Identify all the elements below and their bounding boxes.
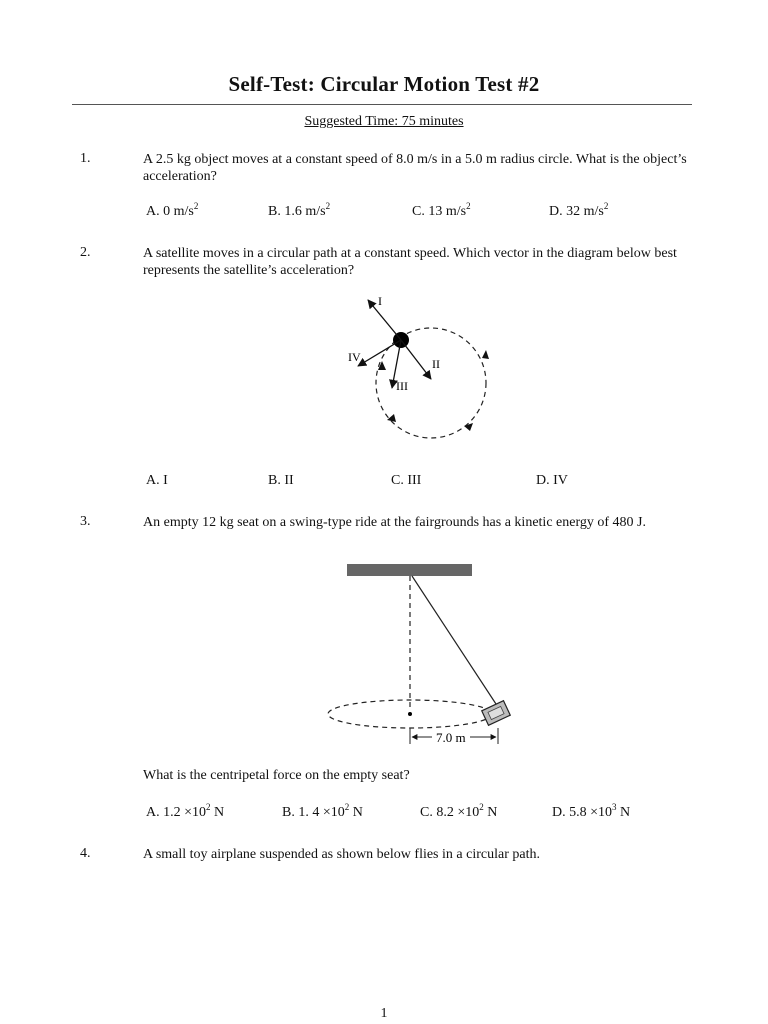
question-3-choice-c: C. $8.2 \times 10^2$ N bbox=[420, 802, 498, 820]
question-3-choice-a: A. $1.2 \times 10^2$ N bbox=[146, 802, 225, 820]
orbit-direction-arrow bbox=[464, 423, 473, 431]
vector-label-iii: III bbox=[396, 379, 408, 393]
title-divider bbox=[72, 104, 692, 105]
question-2-number: 2. bbox=[80, 245, 91, 260]
question-2-text: A satellite moves in a circular path at a constant speed. Which vector in the diagram below best represents the satellite’s acceleration? bbox=[143, 246, 677, 278]
question-2-choice-c: C. III bbox=[391, 473, 422, 488]
question-2-choice-a: A. I bbox=[146, 473, 168, 488]
ride-support-bar bbox=[347, 564, 472, 576]
question-3-number: 3. bbox=[80, 514, 91, 529]
question-4-number: 4. bbox=[80, 846, 91, 861]
vector-label-i: I bbox=[378, 294, 382, 308]
question-1-text: A 2.5 kg object moves at a constant speed of 8.0 m/s in a 5.0 m radius circle. What is the object’s acceleration? bbox=[143, 152, 687, 184]
swing-ride-diagram bbox=[320, 560, 520, 750]
question-1-choice-d: D. 32 $m/s^2$ bbox=[549, 201, 609, 219]
orbit-direction-arrow bbox=[387, 414, 396, 422]
vector-label-iv: IV bbox=[348, 350, 361, 364]
swing-seat bbox=[482, 701, 511, 726]
orbit-direction-arrow bbox=[482, 350, 489, 359]
question-1-choice-b: B. 1.6 $m/s^2$ bbox=[268, 201, 331, 219]
question-4-text: A small toy airplane suspended as shown below flies in a circular path. bbox=[143, 847, 540, 862]
vector-label-ii: II bbox=[432, 357, 440, 371]
question-3-choice-d: D. $5.8 \times 10^3$ N bbox=[552, 802, 631, 820]
question-3-text: An empty 12 kg seat on a swing-type ride at the fairgrounds has a kinetic energy of 480 J. bbox=[143, 515, 646, 530]
satellite-vector-diagram bbox=[330, 288, 510, 443]
page-number: 1 bbox=[380, 1006, 388, 1021]
question-3-followup: What is the centripetal force on the empty seat? bbox=[143, 768, 410, 783]
question-1-choice-a: A. 0 $m/s^2$ bbox=[146, 201, 199, 219]
suggested-time: Suggested Time: 75 minutes bbox=[304, 114, 464, 129]
question-2-choice-d: D. IV bbox=[536, 473, 568, 488]
question-3-choice-b: B. 1. $4 \times 10^2$ N bbox=[282, 802, 363, 820]
page-title: Self-Test: Circular Motion Test #2 bbox=[228, 72, 540, 96]
vector-i-arrow bbox=[368, 300, 401, 340]
question-2-choice-b: B. II bbox=[268, 473, 294, 488]
radius-label: 7.0 m bbox=[436, 730, 466, 745]
swing-cable bbox=[412, 576, 496, 704]
vector-ii-arrow bbox=[401, 340, 431, 379]
question-1-number: 1. bbox=[80, 151, 91, 166]
question-1-choice-c: C. 13 $m/s^2$ bbox=[412, 201, 471, 219]
center-point bbox=[408, 712, 412, 716]
